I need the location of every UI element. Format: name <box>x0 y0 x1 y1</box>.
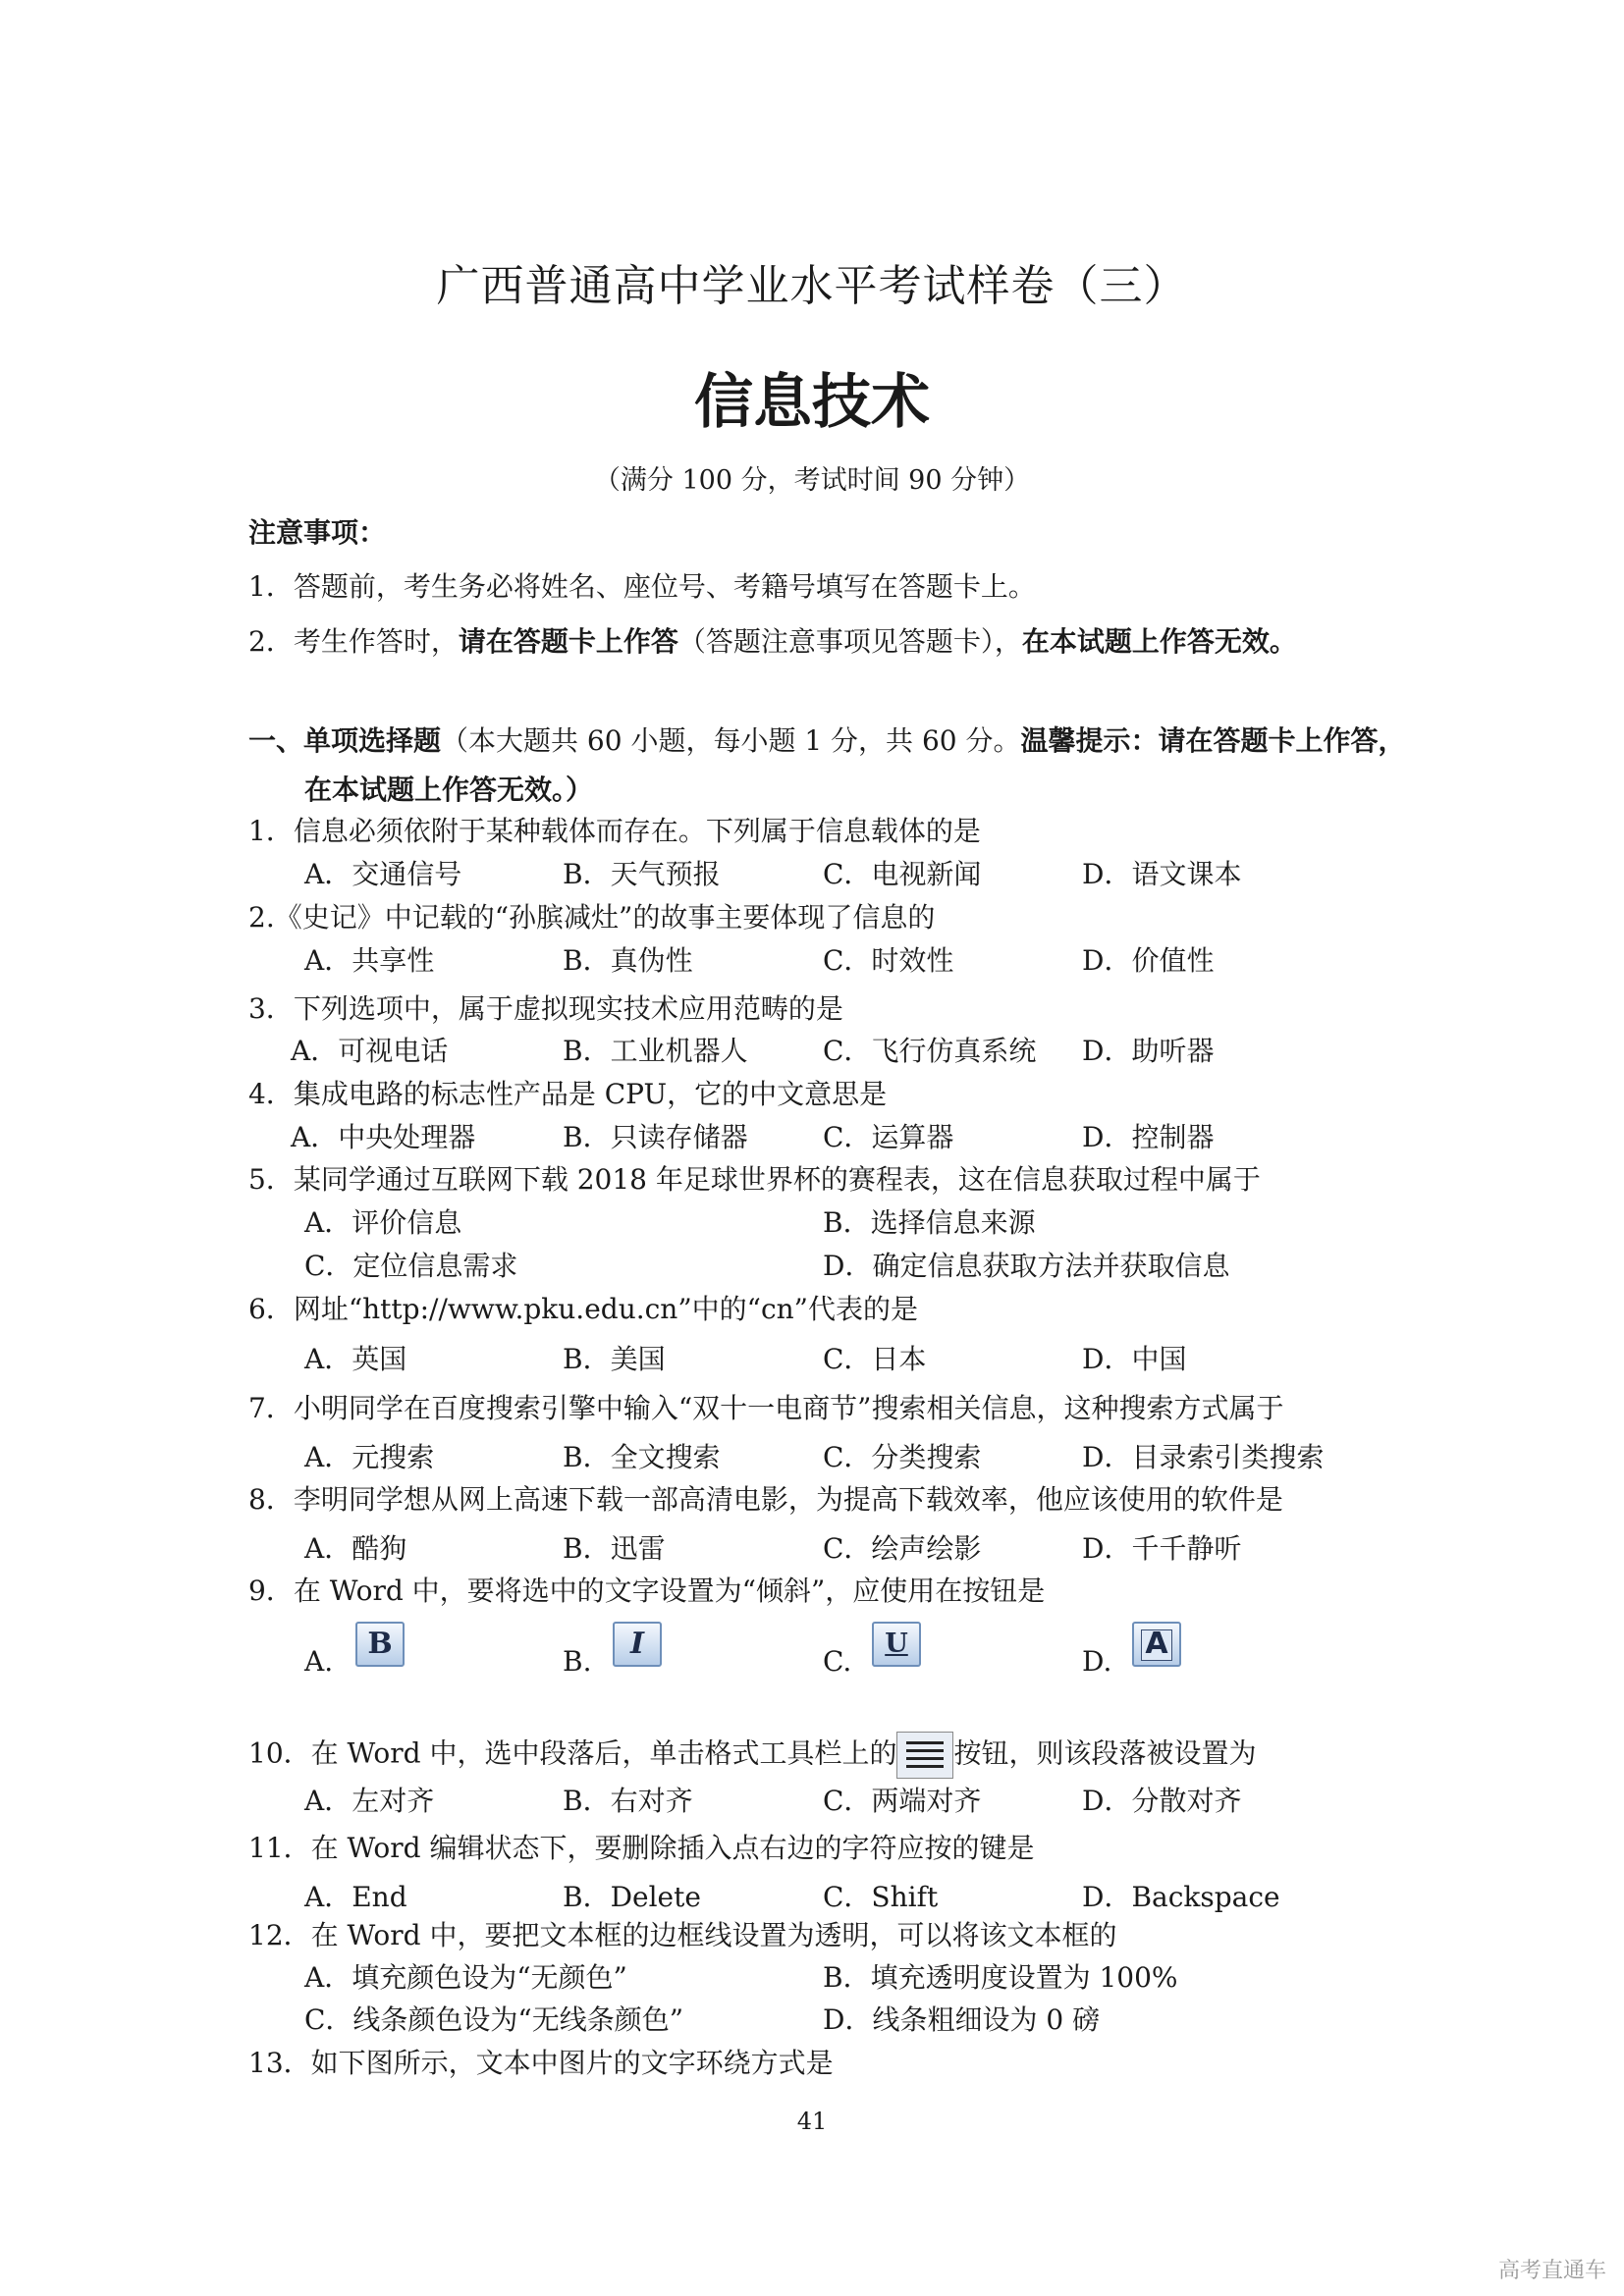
question-1-stem: 1．信息必须依附于某种载体而存在。下列属于信息载体的是 <box>248 815 981 847</box>
question-5-option-b: B．选择信息来源 <box>823 1206 1036 1239</box>
question-9-option-b: B. <box>563 1645 592 1678</box>
question-10-option-c: C．两端对齐 <box>823 1785 982 1817</box>
question-5-option-a: A．评价信息 <box>304 1206 462 1239</box>
score-time: （满分 100 分，考试时间 90 分钟） <box>593 465 1031 496</box>
question-1-option-c: C．电视新闻 <box>823 858 982 890</box>
question-5-option-d: D．确定信息获取方法并获取信息 <box>823 1250 1230 1282</box>
question-6-stem: 6．网址“http://www.pku.edu.cn”中的“cn”代表的是 <box>248 1293 918 1325</box>
character-border-icon-letter: A <box>1141 1629 1172 1661</box>
question-1-option-a: A．交通信号 <box>304 858 462 890</box>
question-5-option-c: C．定位信息需求 <box>304 1250 518 1282</box>
underline-icon: U <box>872 1622 921 1667</box>
notice-item-2-bold-a: 请在答题卡上作答 <box>458 625 678 658</box>
question-6-option-c: C．日本 <box>823 1343 927 1375</box>
question-11-option-d: D．Backspace <box>1082 1881 1280 1913</box>
question-2-option-c: C．时效性 <box>823 944 954 977</box>
watermark: 高考直通车 <box>1497 2259 1606 2283</box>
question-2-option-d: D．价值性 <box>1082 944 1215 977</box>
subject-title: 信息技术 <box>694 368 930 437</box>
question-4-option-c: C．运算器 <box>823 1121 954 1153</box>
section-1-title-line2: 在本试题上作答无效。） <box>304 774 594 806</box>
notice-heading: 注意事项： <box>248 516 387 549</box>
question-4-stem: 4．集成电路的标志性产品是 CPU，它的中文意思是 <box>248 1078 888 1110</box>
question-7-stem: 7．小明同学在百度搜索引擎中输入“双十一电商节”搜索相关信息，这种搜索方式属于 <box>248 1392 1284 1424</box>
question-3-option-b: B．工业机器人 <box>563 1035 748 1067</box>
section-1-title <box>248 723 1406 759</box>
section-1-title-bold: 一、单项选择题 <box>248 724 442 757</box>
notice-item-2-bold-b: 在本试题上作答无效。 <box>1021 625 1297 658</box>
question-12-option-b: B．填充透明度设置为 100% <box>823 1961 1178 1994</box>
question-9-option-d: D. <box>1082 1645 1112 1678</box>
question-7-option-b: B．全文搜索 <box>563 1441 721 1473</box>
question-6-option-a: A．英国 <box>304 1343 407 1375</box>
page-number: 41 <box>796 2108 828 2135</box>
question-9-option-d-image <box>1132 1622 1181 1667</box>
question-12-stem: 12．在 Word 中，要把文本框的边框线设置为透明，可以将该文本框的 <box>248 1919 1117 1951</box>
question-7-option-d: D．目录索引类搜索 <box>1082 1441 1325 1473</box>
question-6-option-b: B．美国 <box>563 1343 666 1375</box>
question-9-option-c: C. <box>823 1645 852 1678</box>
question-3-option-c: C．飞行仿真系统 <box>823 1035 1037 1067</box>
question-5-stem: 5．某同学通过互联网下载 2018 年足球世界杯的赛程表，这在信息获取过程中属于 <box>248 1163 1261 1196</box>
question-4-option-d: D．控制器 <box>1082 1121 1215 1153</box>
question-2-stem: 2.《史记》中记载的“孙膑减灶”的故事主要体现了信息的 <box>248 901 936 934</box>
question-8-option-d: D．千千静听 <box>1082 1532 1242 1565</box>
question-10-stem-pre: 10．在 Word 中，选中段落后，单击格式工具栏上的 <box>248 1736 897 1770</box>
notice-item-2 <box>248 624 1297 660</box>
question-9-option-c-image <box>872 1622 921 1667</box>
question-7-option-c: C．分类搜索 <box>823 1441 982 1473</box>
question-6-option-d: D．中国 <box>1082 1343 1187 1375</box>
question-3-option-d: D．助听器 <box>1082 1035 1215 1067</box>
question-11-option-b: B．Delete <box>563 1881 701 1913</box>
question-8-option-b: B．迅雷 <box>563 1532 666 1565</box>
section-1-title-bold2: 温馨提示：请在答题卡上作答， <box>1020 724 1406 757</box>
question-8-option-a: A．酷狗 <box>304 1532 407 1565</box>
question-4-option-a: A．中央处理器 <box>291 1121 476 1153</box>
question-12-option-a: A．填充颜色设为“无颜色” <box>304 1961 627 1994</box>
question-10-option-d: D．分散对齐 <box>1082 1785 1242 1817</box>
question-1-option-b: B．天气预报 <box>563 858 721 890</box>
question-10-stem-post: 按钮，则该段落被设置为 <box>953 1736 1257 1770</box>
italic-icon: I <box>613 1622 662 1667</box>
question-7-option-a: A．元搜索 <box>304 1441 435 1473</box>
question-9-option-b-image <box>613 1622 662 1667</box>
question-11-stem: 11．在 Word 编辑状态下，要删除插入点右边的字符应按的键是 <box>248 1832 1035 1864</box>
question-10-stem <box>248 1732 1257 1779</box>
notice-item-2-mid: （答题注意事项见答题卡）， <box>677 625 1022 658</box>
justify-align-icon <box>896 1732 953 1779</box>
section-1-title-plain: （本大题共 60 小题，每小题 1 分，共 60 分。 <box>441 724 1021 757</box>
question-8-stem: 8．李明同学想从网上高速下载一部高清电影，为提高下载效率，他应该使用的软件是 <box>248 1483 1283 1516</box>
question-13-stem: 13．如下图所示，文本中图片的文字环绕方式是 <box>248 2047 834 2079</box>
question-9-option-a: A. <box>304 1645 334 1678</box>
question-4-option-b: B．只读存储器 <box>563 1121 748 1153</box>
question-10-option-b: B．右对齐 <box>563 1785 693 1817</box>
question-9-stem: 9．在 Word 中，要将选中的文字设置为“倾斜”，应使用在按钮是 <box>248 1575 1046 1607</box>
question-12-option-d: D．线条粗细设为 0 磅 <box>823 2003 1101 2036</box>
question-1-option-d: D．语文课本 <box>1082 858 1242 890</box>
notice-item-1: 1．答题前，考生务必将姓名、座位号、考籍号填写在答题卡上。 <box>248 570 1036 603</box>
question-3-stem: 3．下列选项中，属于虚拟现实技术应用范畴的是 <box>248 992 843 1025</box>
question-2-option-b: B．真伪性 <box>563 944 693 977</box>
question-12-option-c: C．线条颜色设为“无线条颜色” <box>304 2003 684 2036</box>
question-8-option-c: C．绘声绘影 <box>823 1532 982 1565</box>
question-9-option-a-image <box>355 1622 405 1667</box>
question-3-option-a: A．可视电话 <box>291 1035 449 1067</box>
question-11-option-c: C．Shift <box>823 1881 939 1913</box>
character-border-icon <box>1132 1622 1181 1667</box>
exam-title: 广西普通高中学业水平考试样卷（三） <box>436 261 1188 311</box>
question-11-option-a: A．End <box>304 1881 407 1913</box>
notice-item-2-plain: 2．考生作答时， <box>248 625 459 658</box>
bold-icon: B <box>355 1622 405 1667</box>
question-10-option-a: A．左对齐 <box>304 1785 435 1817</box>
question-2-option-a: A．共享性 <box>304 944 435 977</box>
